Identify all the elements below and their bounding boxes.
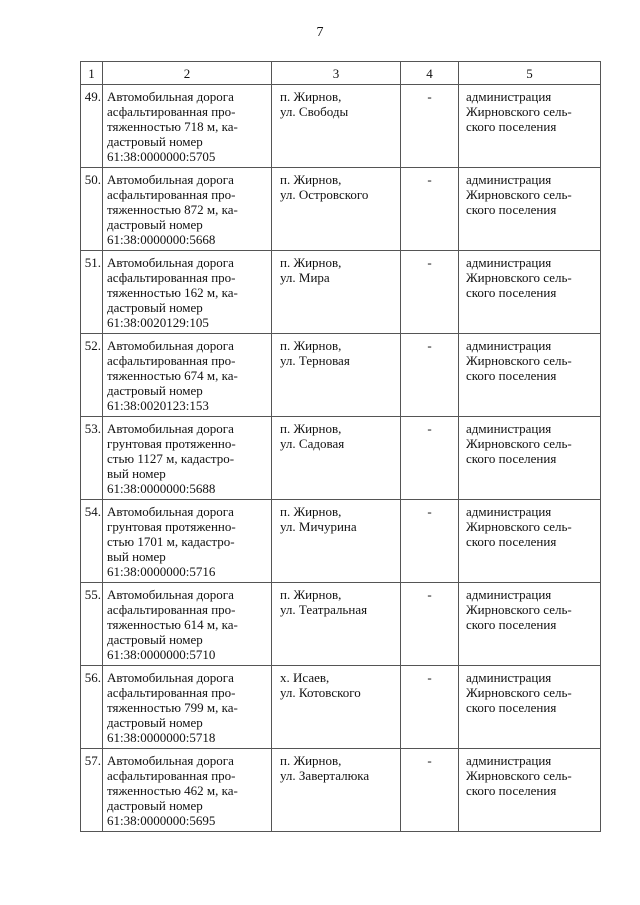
address-line: х. Исаев, [280, 670, 330, 685]
table-row [81, 583, 601, 666]
owner-line: ского поселения [466, 285, 557, 300]
address-line: п. Жирнов, [280, 172, 342, 187]
header-cell-2: 2 [103, 62, 272, 85]
table-row [81, 85, 601, 168]
object-description-line: Автомобильная дорога [107, 172, 234, 187]
table-row [81, 666, 601, 749]
object-description-line: тяженностью 872 м, ка- [107, 202, 238, 217]
address-line: ул. Мира [280, 270, 330, 285]
owner-cell [459, 749, 601, 832]
address-cell [272, 168, 401, 251]
address-cell [272, 417, 401, 500]
owner-line: администрация [466, 587, 552, 602]
object-description-line: 61:38:0000000:5668 [107, 232, 216, 247]
object-description-line: Автомобильная дорога [107, 338, 234, 353]
owner-cell [459, 666, 601, 749]
column-4-value: - [401, 749, 459, 832]
address-line: п. Жирнов, [280, 338, 342, 353]
table-row [81, 334, 601, 417]
owner-cell [459, 168, 601, 251]
register-table [80, 61, 601, 832]
address-line: ул. Свободы [280, 104, 349, 119]
table-row [81, 500, 601, 583]
address-cell [272, 85, 401, 168]
owner-line: ского поселения [466, 617, 557, 632]
object-description-line: дастровый номер [107, 134, 203, 149]
owner-line: ского поселения [466, 368, 557, 383]
header-row [81, 62, 601, 85]
owner-cell [459, 251, 601, 334]
object-description-line: дастровый номер [107, 217, 203, 232]
owner-line: Жирновского сель- [466, 602, 572, 617]
address-cell [272, 583, 401, 666]
object-description-cell [103, 251, 272, 334]
object-description-line: Автомобильная дорога [107, 421, 234, 436]
object-description-line: асфальтированная про- [107, 353, 236, 368]
address-cell [272, 251, 401, 334]
address-line: п. Жирнов, [280, 89, 342, 104]
object-description-line: Автомобильная дорога [107, 753, 234, 768]
object-description-cell [103, 85, 272, 168]
object-description-cell [103, 749, 272, 832]
address-line: ул. Терновая [280, 353, 350, 368]
object-description-cell [103, 417, 272, 500]
table-row [81, 168, 601, 251]
owner-line: ского поселения [466, 451, 557, 466]
object-description-line: Автомобильная дорога [107, 89, 234, 104]
row-number: 53. [81, 417, 103, 500]
page-number: 7 [316, 25, 324, 40]
table-row [81, 749, 601, 832]
column-4-value: - [401, 85, 459, 168]
owner-line: Жирновского сель- [466, 104, 572, 119]
header-cell-3: 3 [272, 62, 401, 85]
address-cell [272, 749, 401, 832]
object-description-cell [103, 334, 272, 417]
object-description-line: Автомобильная дорога [107, 670, 234, 685]
object-description-line: дастровый номер [107, 383, 203, 398]
owner-cell [459, 583, 601, 666]
owner-line: ского поселения [466, 534, 557, 549]
address-line: п. Жирнов, [280, 504, 342, 519]
object-description-line: Автомобильная дорога [107, 587, 234, 602]
owner-line: администрация [466, 421, 552, 436]
owner-line: Жирновского сель- [466, 436, 572, 451]
row-number: 54. [81, 500, 103, 583]
row-number: 51. [81, 251, 103, 334]
object-description-line: асфальтированная про- [107, 187, 236, 202]
address-cell [272, 500, 401, 583]
owner-line: Жирновского сель- [466, 353, 572, 368]
object-description-line: тяженностью 799 м, ка- [107, 700, 238, 715]
table-row [81, 251, 601, 334]
object-description-line: 61:38:0000000:5718 [107, 730, 216, 745]
row-number: 55. [81, 583, 103, 666]
object-description-cell [103, 583, 272, 666]
owner-line: Жирновского сель- [466, 768, 572, 783]
object-description-line: грунтовая протяженно- [107, 519, 236, 534]
owner-line: Жирновского сель- [466, 270, 572, 285]
owner-cell [459, 85, 601, 168]
column-4-value: - [401, 666, 459, 749]
column-4-value: - [401, 583, 459, 666]
object-description-cell [103, 168, 272, 251]
object-description-line: дастровый номер [107, 715, 203, 730]
owner-line: администрация [466, 670, 552, 685]
owner-line: администрация [466, 89, 552, 104]
object-description-line: грунтовая протяженно- [107, 436, 236, 451]
object-description-line: вый номер [107, 466, 166, 481]
address-line: ул. Котовского [280, 685, 361, 700]
object-description-line: тяженностью 614 м, ка- [107, 617, 238, 632]
column-4-value: - [401, 500, 459, 583]
owner-line: Жирновского сель- [466, 685, 572, 700]
owner-line: администрация [466, 753, 552, 768]
owner-line: Жирновского сель- [466, 187, 572, 202]
address-line: п. Жирнов, [280, 255, 342, 270]
object-description-line: асфальтированная про- [107, 270, 236, 285]
address-line: ул. Островского [280, 187, 369, 202]
object-description-line: тяженностью 462 м, ка- [107, 783, 238, 798]
object-description-line: 61:38:0000000:5695 [107, 813, 216, 828]
owner-line: ского поселения [466, 783, 557, 798]
address-line: п. Жирнов, [280, 753, 342, 768]
object-description-line: 61:38:0000000:5716 [107, 564, 216, 579]
object-description-line: 61:38:0020129:105 [107, 315, 209, 330]
owner-line: администрация [466, 338, 552, 353]
row-number: 49. [81, 85, 103, 168]
column-4-value: - [401, 334, 459, 417]
object-description-line: стью 1127 м, кадастро- [107, 451, 235, 466]
owner-line: администрация [466, 255, 552, 270]
column-4-value: - [401, 251, 459, 334]
object-description-line: Автомобильная дорога [107, 504, 234, 519]
owner-line: ского поселения [466, 202, 557, 217]
row-number: 50. [81, 168, 103, 251]
owner-line: администрация [466, 504, 552, 519]
object-description-line: дастровый номер [107, 300, 203, 315]
owner-cell [459, 500, 601, 583]
object-description-cell [103, 666, 272, 749]
object-description-line: 61:38:0000000:5710 [107, 647, 216, 662]
object-description-line: Автомобильная дорога [107, 255, 234, 270]
header-cell-5: 5 [459, 62, 601, 85]
address-cell [272, 334, 401, 417]
object-description-line: дастровый номер [107, 632, 203, 647]
object-description-cell [103, 500, 272, 583]
object-description-line: 61:38:0000000:5688 [107, 481, 216, 496]
address-line: ул. Заверталюка [280, 768, 370, 783]
owner-line: ского поселения [466, 700, 557, 715]
address-line: п. Жирнов, [280, 587, 342, 602]
object-description-line: тяженностью 162 м, ка- [107, 285, 238, 300]
object-description-line: вый номер [107, 549, 166, 564]
address-cell [272, 666, 401, 749]
owner-cell [459, 417, 601, 500]
object-description-line: асфальтированная про- [107, 768, 236, 783]
column-4-value: - [401, 168, 459, 251]
header-cell-4: 4 [401, 62, 459, 85]
object-description-line: асфальтированная про- [107, 104, 236, 119]
table-row [81, 417, 601, 500]
row-number: 57. [81, 749, 103, 832]
address-line: ул. Мичурина [280, 519, 357, 534]
object-description-line: дастровый номер [107, 798, 203, 813]
object-description-line: тяженностью 674 м, ка- [107, 368, 238, 383]
address-line: п. Жирнов, [280, 421, 342, 436]
object-description-line: асфальтированная про- [107, 685, 236, 700]
object-description-line: стью 1701 м, кадастро- [107, 534, 235, 549]
object-description-line: 61:38:0000000:5705 [107, 149, 216, 164]
address-line: ул. Садовая [280, 436, 345, 451]
header-cell-1: 1 [81, 62, 103, 85]
address-line: ул. Театральная [280, 602, 368, 617]
owner-line: администрация [466, 172, 552, 187]
column-4-value: - [401, 417, 459, 500]
row-number: 52. [81, 334, 103, 417]
owner-line: Жирновского сель- [466, 519, 572, 534]
object-description-line: тяженностью 718 м, ка- [107, 119, 238, 134]
owner-line: ского поселения [466, 119, 557, 134]
object-description-line: 61:38:0020123:153 [107, 398, 209, 413]
row-number: 56. [81, 666, 103, 749]
owner-cell [459, 334, 601, 417]
object-description-line: асфальтированная про- [107, 602, 236, 617]
